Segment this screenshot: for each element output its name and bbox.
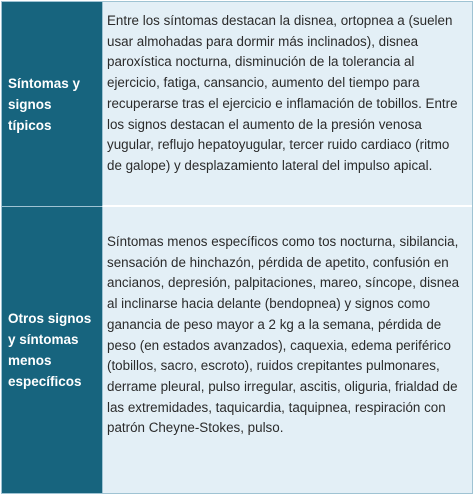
row-label-other bbox=[2, 207, 102, 493]
symptoms-table bbox=[1, 1, 473, 494]
row-content-typical: Entre los síntomas destacan la disnea, ortopnea a (suelen usar almohadas para dormir más inclinados), disnea paroxística nocturna, disminución de la tolerancia al ejercicio, fatiga, cansancio, aumento del tiempo para recuperarse tras el ejercicio e inflamación de tobillos. Entre los signos destacan el aumento de la presión venosa yugular, reflujo hepatoyugular, tercer ruido cardiaco (ritmo de galope) y desplazamiento lateral del impulso apical. bbox=[102, 2, 472, 207]
row-label-typical bbox=[2, 2, 102, 207]
row-label-typical-text: Síntomas y signos típicos bbox=[8, 75, 81, 133]
row-content-other: Síntomas menos específicos como tos nocturna, sibilancia, sensación de hinchazón, pérdida de apetito, confusión en ancianos, depresión, palpitaciones, mareo, síncope, disnea al inclinarse hacia delante (bendopnea) y signos como ganancia de peso mayor a 2 kg a la semana, pérdida de peso (en estados avanzados), caquexia, edema periférico (tobillos, sacro, escroto), ruidos crepitantes pulmonares, derrame pleural, pulso irregular, ascitis, oliguria, frialdad de las extremidades, taquicardia, taquipnea, respiración con patrón Cheyne-Stokes, pulso. bbox=[102, 207, 472, 493]
row-label-other-text: Otros signos y síntomas menos específicos bbox=[8, 311, 92, 389]
